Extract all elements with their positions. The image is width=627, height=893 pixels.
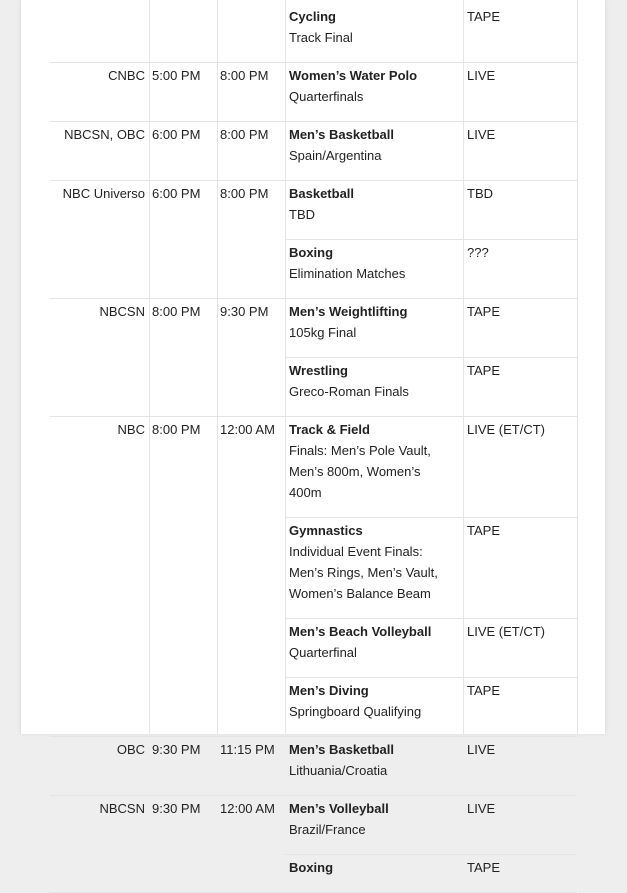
event-title: Basketball xyxy=(289,186,355,201)
row-divider xyxy=(50,736,577,737)
event-description-line: Greco-Roman Finals xyxy=(289,384,409,399)
column-divider xyxy=(149,0,150,734)
start-time-cell: 8:00 PM xyxy=(152,304,201,319)
event-title: Women’s Water Polo xyxy=(289,68,418,83)
broadcast-status: TAPE xyxy=(467,9,500,24)
broadcast-status: TAPE xyxy=(467,523,500,538)
end-time-cell: 12:00 AM xyxy=(220,422,275,437)
network-cell: CNBC xyxy=(108,68,145,83)
event-divider xyxy=(285,618,577,619)
broadcast-status: LIVE xyxy=(467,801,496,816)
start-time-cell: 6:00 PM xyxy=(152,127,201,142)
event-description-line: TBD xyxy=(289,207,315,222)
event-description-line: 400m xyxy=(289,485,322,500)
end-time-cell: 11:15 PM xyxy=(220,742,275,757)
row-divider xyxy=(50,121,577,122)
event-divider xyxy=(285,357,577,358)
network-cell: NBC Universo xyxy=(62,186,145,201)
event-title: Wrestling xyxy=(289,363,348,378)
event-title: Men’s Basketball xyxy=(289,742,395,757)
end-time-cell: 8:00 PM xyxy=(220,186,269,201)
row-divider xyxy=(50,62,577,63)
event-description-line: Quarterfinals xyxy=(289,89,364,104)
start-time-cell: 5:00 PM xyxy=(152,68,201,83)
event-title: Men’s Weightlifting xyxy=(289,304,408,319)
schedule-table xyxy=(20,0,606,875)
row-divider xyxy=(50,180,577,181)
start-time-cell: 9:30 PM xyxy=(152,801,201,816)
start-time-cell: 9:30 PM xyxy=(152,742,201,757)
start-time-cell: 8:00 PM xyxy=(152,422,201,437)
network-cell: NBCSN xyxy=(99,801,145,816)
end-time-cell: 8:00 PM xyxy=(220,68,269,83)
event-description-line: Men’s 800m, Women’s xyxy=(289,464,421,479)
broadcast-status: TAPE xyxy=(467,363,500,378)
event-title: Men’s Diving xyxy=(289,683,369,698)
event-title: Boxing xyxy=(289,860,334,875)
event-divider xyxy=(285,854,577,855)
row-divider xyxy=(50,298,577,299)
broadcast-status: LIVE xyxy=(467,127,496,142)
network-cell: OBC xyxy=(116,742,145,757)
broadcast-status: ??? xyxy=(467,245,489,260)
event-title: Track & Field xyxy=(289,422,370,437)
event-description-line: Finals: Men’s Pole Vault, xyxy=(289,443,431,458)
event-description-line: Lithuania/Croatia xyxy=(289,763,388,778)
end-time-cell: 8:00 PM xyxy=(220,127,269,142)
event-divider xyxy=(285,677,577,678)
event-description-line: Elimination Matches xyxy=(289,266,406,281)
event-description-line: Spain/Argentina xyxy=(289,148,382,163)
end-time-cell: 12:00 AM xyxy=(220,801,275,816)
event-title: Cycling xyxy=(289,9,336,24)
event-description-line: Springboard Qualifying xyxy=(289,704,422,719)
broadcast-status: TBD xyxy=(467,186,493,201)
broadcast-status: TAPE xyxy=(467,683,500,698)
row-divider xyxy=(50,416,577,417)
event-title: Boxing xyxy=(289,245,334,260)
event-title: Men’s Volleyball xyxy=(289,801,389,816)
column-divider xyxy=(285,0,286,734)
event-description-line: Women’s Balance Beam xyxy=(289,586,431,601)
event-description-line: Men’s Rings, Men’s Vault, xyxy=(289,565,438,580)
broadcast-status: LIVE (ET/CT) xyxy=(467,624,546,639)
column-divider xyxy=(463,0,464,734)
event-description-line: Individual Event Finals: xyxy=(289,544,423,559)
start-time-cell: 6:00 PM xyxy=(152,186,201,201)
broadcast-status: LIVE xyxy=(467,68,496,83)
event-divider xyxy=(285,239,577,240)
event-title: Men’s Beach Volleyball xyxy=(289,624,432,639)
column-divider xyxy=(577,0,578,734)
event-title: Men’s Basketball xyxy=(289,127,395,142)
broadcast-status: LIVE xyxy=(467,742,496,757)
event-description-line: Track Final xyxy=(289,30,353,45)
event-divider xyxy=(285,517,577,518)
column-divider xyxy=(217,0,218,734)
network-cell: NBCSN, OBC xyxy=(64,127,145,142)
event-description-line: Quarterfinal xyxy=(289,645,357,660)
broadcast-status: TAPE xyxy=(467,304,500,319)
row-divider xyxy=(50,795,577,796)
event-title: Gymnastics xyxy=(289,523,363,538)
event-description-line: Brazil/France xyxy=(289,822,366,837)
network-cell: NBCSN xyxy=(99,304,145,319)
end-time-cell: 9:30 PM xyxy=(220,304,269,319)
event-description-line: 105kg Final xyxy=(289,325,357,340)
broadcast-status: TAPE xyxy=(467,860,500,875)
network-cell: NBC xyxy=(117,422,145,437)
broadcast-status: LIVE (ET/CT) xyxy=(467,422,546,437)
